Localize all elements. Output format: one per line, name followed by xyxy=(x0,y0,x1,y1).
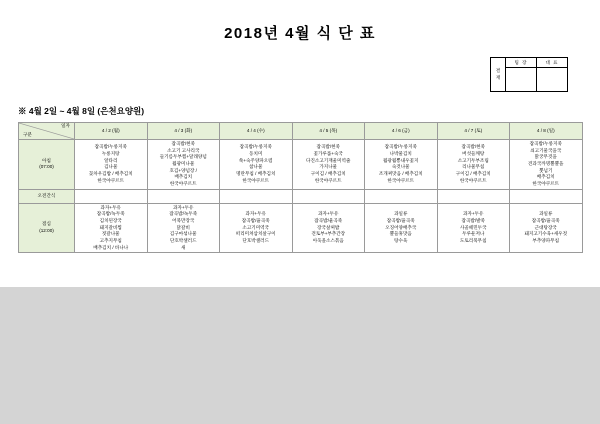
menu-item: 나박물김치 xyxy=(389,150,412,156)
snack-cell-mon xyxy=(75,189,148,203)
row-label-lunch xyxy=(19,203,75,253)
snack-cell-sun xyxy=(510,189,583,203)
row-label-breakfast xyxy=(19,140,75,190)
day-header-thu: 4 / 5 (목) xyxy=(292,123,365,140)
breakfast-cell-wed xyxy=(220,140,293,190)
menu-item: 근대탕장국 xyxy=(534,224,557,230)
corner-division-label: 구분 xyxy=(23,132,32,138)
menu-item: 잡곡밥/누룽지죽 xyxy=(94,144,127,150)
menu-item: 소고기 고사리국 xyxy=(167,147,200,153)
menu-item: 견과국까명뿔뿔을 xyxy=(527,160,564,166)
menu-item: 월광미나물 xyxy=(172,160,195,166)
lunch-row xyxy=(19,203,583,253)
menu-item: 과자+두유 xyxy=(100,204,121,210)
menu-item: 꽂차우김밥 / 배추김치 xyxy=(88,170,133,176)
menu-item: 잡곡밥/율곡죽 xyxy=(386,217,415,223)
menu-item: 버섯들깨탕 xyxy=(462,150,485,156)
row-label-breakfast-name: 아침 xyxy=(42,157,51,163)
breakfast-cell-thu xyxy=(292,140,365,190)
menu-item: 한국야쿠르트 xyxy=(314,177,342,183)
menu-item: 참나물 xyxy=(249,164,263,170)
breakfast-cell-tue xyxy=(147,140,220,190)
approval-label-char2: 재 xyxy=(495,74,501,80)
menu-item: 도토리묵무침 xyxy=(459,237,487,243)
menu-item: 젓갈나물 xyxy=(101,231,120,237)
day-header-fri: 4 / 6 (금) xyxy=(365,123,438,140)
menu-item: 구이김 / 배추김치 xyxy=(455,170,491,176)
approval-cell-representative xyxy=(537,58,567,91)
day-header-tue: 4 / 3 (화) xyxy=(147,123,220,140)
menu-item: 장국살찌밥 xyxy=(317,224,340,230)
approval-stamp-box xyxy=(490,57,568,92)
table-corner-cell xyxy=(19,123,75,140)
menu-table xyxy=(18,122,583,253)
menu-item: 어묵만장국 xyxy=(172,217,195,223)
menu-item: 월광월뽕내우꽃지 xyxy=(382,157,419,163)
breakfast-cell-fri xyxy=(365,140,438,190)
menu-item: 명란무침 / 배추김치 xyxy=(236,170,276,176)
approval-label xyxy=(491,58,506,91)
lunch-cell-fri xyxy=(365,203,438,253)
menu-item: 단호박샐러드 xyxy=(242,237,270,243)
menu-item: 잡곡밥/현죽 xyxy=(171,141,195,146)
day-header-sat: 4 / 7 (토) xyxy=(437,123,510,140)
menu-item: 견토부+부추간장 xyxy=(311,231,346,237)
menu-item: 뿟닙기 xyxy=(539,167,553,173)
approval-label-char1: 결 xyxy=(495,67,501,73)
menu-item: 배추김치 / 바나나 xyxy=(93,244,129,250)
menu-item: 닭갈비 xyxy=(176,224,190,230)
menu-item: 한국야쿠르트 xyxy=(532,180,560,186)
menu-item: 맑궁무것을 xyxy=(534,154,557,160)
menu-item: 배추김치 xyxy=(174,174,193,180)
breakfast-cell-sun xyxy=(510,140,583,190)
menu-item: 잡곡밥/현죽 xyxy=(461,144,485,150)
day-header-wed: 4 / 4 (수) xyxy=(220,123,293,140)
snack-cell-thu xyxy=(292,189,365,203)
menu-item: 오징어양배추국 xyxy=(385,224,417,230)
menu-item: 잡곡밥/현죽 xyxy=(316,144,340,150)
lunch-cell-tue xyxy=(147,203,220,253)
menu-item: 떠리미쳐삼치살구이 xyxy=(235,231,276,237)
menu-item: 김나물 xyxy=(104,164,118,170)
menu-item: 과자+두유 xyxy=(318,211,339,217)
menu-item: 잡곡밥/누룽지죽 xyxy=(239,144,272,150)
lunch-cell-sat xyxy=(437,203,510,253)
menu-item: 고추지무침 xyxy=(99,237,122,243)
snack-cell-sat xyxy=(437,189,510,203)
day-header-sun: 4 / 8 (일) xyxy=(510,123,583,140)
menu-item: 들기름두부찜+달래양념 xyxy=(159,154,207,160)
menu-item: 쑥+숙주양파오렴 xyxy=(238,157,273,163)
menu-item: 잡곡밥/누룽지죽 xyxy=(529,141,562,146)
menu-item: 잡곡밥/발죽 xyxy=(461,217,485,223)
menu-item: 잡곡밥/녹두죽 xyxy=(96,211,125,217)
menu-item: 뿔들휴맛음 xyxy=(389,231,412,237)
background-grey-area xyxy=(0,287,600,424)
morning-snack-row xyxy=(19,189,583,203)
menu-item: 동치미 xyxy=(249,150,263,156)
menu-item: 리나물무침 xyxy=(462,164,485,170)
lunch-cell-sun xyxy=(510,203,583,253)
menu-item: 아욱올소스볶음 xyxy=(312,237,344,243)
breakfast-row xyxy=(19,140,583,190)
menu-item: 호김+양념장 / xyxy=(169,167,197,173)
snack-cell-tue xyxy=(147,189,220,203)
menu-item: 두루둔저나 xyxy=(462,231,485,237)
row-label-lunch-time: (12:00) xyxy=(39,227,54,233)
row-label-lunch-name: 점심 xyxy=(42,221,51,227)
menu-item: 단호박샐러드 xyxy=(169,237,197,243)
lunch-cell-thu xyxy=(292,203,365,253)
page-title: 2018년 4월 식 단 표 xyxy=(224,25,376,42)
menu-item: 소고기미역국 xyxy=(242,224,270,230)
approval-body-team-leader xyxy=(506,68,536,91)
menu-item: 소고기두부조림 xyxy=(457,157,489,163)
menu-item: 조개찌맛음 / 배추김치 xyxy=(378,170,423,176)
menu-item: 탕수육 xyxy=(394,237,408,243)
menu-item: 돼지갈비찜 xyxy=(99,224,122,230)
menu-item: 사골떼민두국 xyxy=(459,224,487,230)
approval-body-representative xyxy=(537,68,567,91)
day-header-mon: 4 / 2 (월) xyxy=(75,123,148,140)
menu-item: 과일류 xyxy=(539,211,553,217)
menu-item: 잡곡밥/율곡죽 xyxy=(531,217,560,223)
menu-item: 다진소고기재울미역줄 xyxy=(306,157,351,163)
approval-header-representative: 대 표 xyxy=(537,58,567,68)
menu-item: 잡곡밥/녹두죽 xyxy=(169,211,198,217)
table-header-row xyxy=(19,123,583,140)
breakfast-cell-mon xyxy=(75,140,148,190)
menu-item: 김치된장국 xyxy=(99,217,122,223)
menu-item: 잡곡밥/율곡죽 xyxy=(241,217,270,223)
menu-item: 과자+두유 xyxy=(245,211,266,217)
menu-item: 김구마섞나물 xyxy=(169,231,197,237)
lunch-cell-wed xyxy=(220,203,293,253)
snack-cell-fri xyxy=(365,189,438,203)
menu-item: 과자+두유 xyxy=(463,211,484,217)
menu-item: 잡곡밥/율곡죽 xyxy=(314,217,343,223)
menu-item: 알타리 xyxy=(104,157,118,163)
row-label-morning-snack: 오전간식 xyxy=(19,189,75,203)
row-label-breakfast-time: (07:00) xyxy=(39,164,54,170)
menu-item: 과일류 xyxy=(394,211,408,217)
approval-header-team-leader: 팀 장 xyxy=(506,58,536,68)
menu-item: 한국야쿠르트 xyxy=(387,177,415,183)
menu-item: 새 xyxy=(181,244,186,250)
approval-cell-team-leader xyxy=(506,58,537,91)
menu-item: 누룽지탕 xyxy=(101,150,120,156)
corner-date-label: 일자 xyxy=(61,123,70,128)
snack-cell-wed xyxy=(220,189,293,203)
menu-item: 부추양파무침 xyxy=(532,237,560,243)
menu-item: 한국야쿠르트 xyxy=(169,180,197,186)
menu-item: 한국야쿠르트 xyxy=(459,177,487,183)
menu-item: 쇠고기물국을국 xyxy=(530,147,562,153)
menu-item: 꽃가루롤+숙국 xyxy=(313,150,343,156)
menu-item: 잡곡밥/누룽지죽 xyxy=(384,144,417,150)
breakfast-cell-sat xyxy=(437,140,510,190)
week-range-label: ※ 4월 2일 ~ 4월 8일 (은천요양원) xyxy=(18,106,145,116)
menu-item: 돼지고기수육+새우젓 xyxy=(524,231,568,237)
menu-item: 한국야쿠르트 xyxy=(242,177,270,183)
lunch-cell-mon xyxy=(75,203,148,253)
menu-item: 구이김 / 배추김치 xyxy=(310,170,346,176)
menu-item: 가지나물 xyxy=(319,164,338,170)
menu-item: 과자+두유 xyxy=(173,204,194,210)
menu-item: 한국야쿠르트 xyxy=(97,177,125,183)
menu-item: 숙것나물 xyxy=(391,164,410,170)
menu-item: 배추김치 xyxy=(536,174,555,180)
